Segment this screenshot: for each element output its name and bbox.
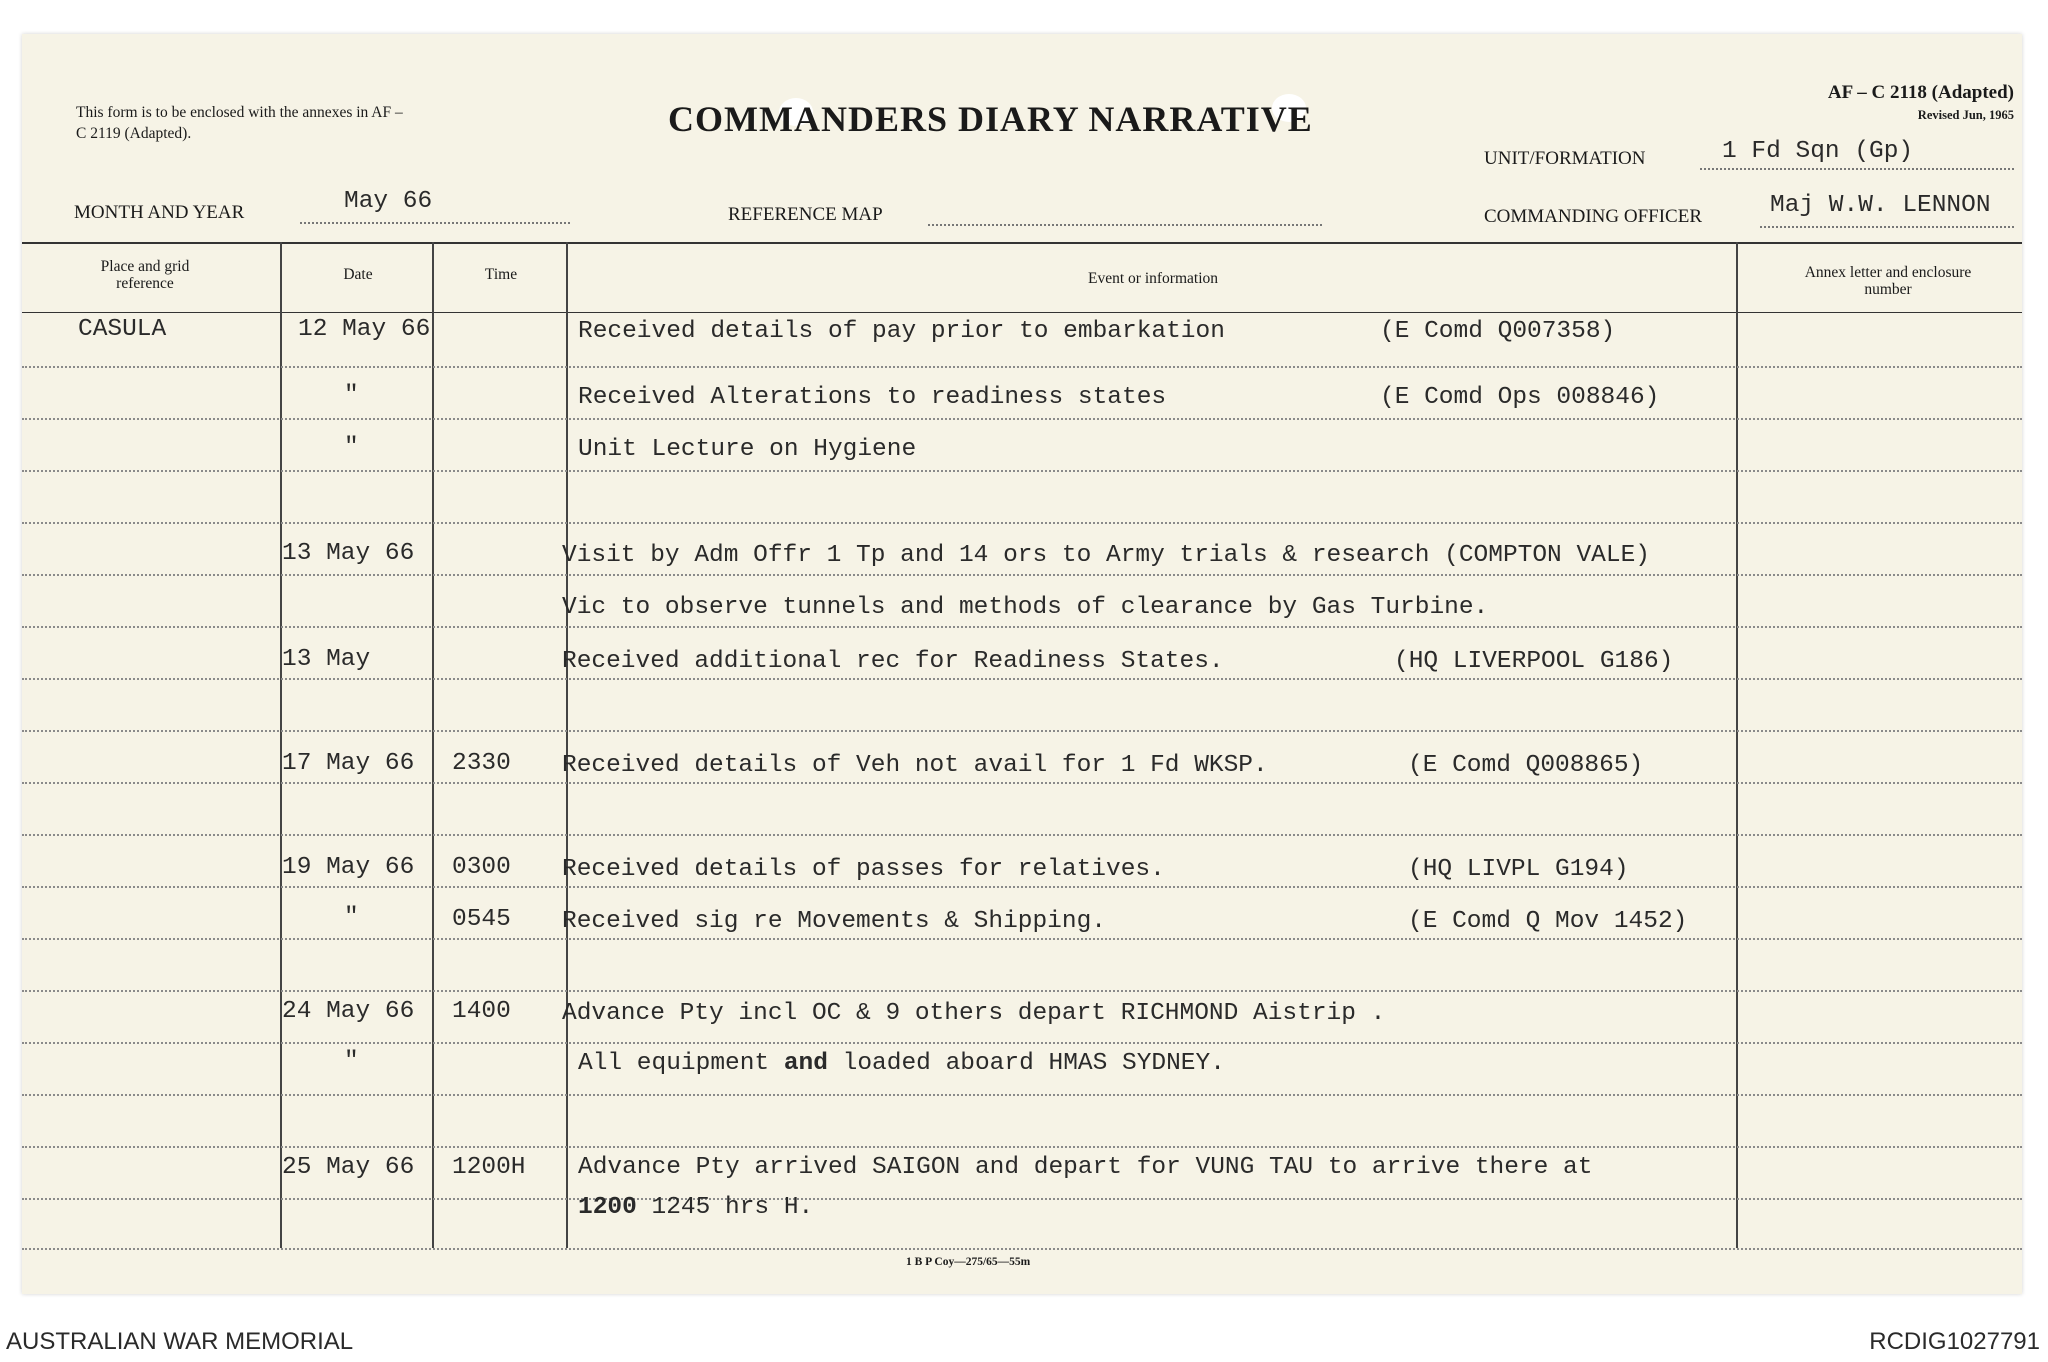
entry-event: Received details of passes for relatives. (562, 856, 1165, 883)
entry-date: 24 May 66 (282, 998, 415, 1025)
entry-time: 1400 (452, 998, 511, 1025)
entry-date: 12 May 66 (298, 316, 431, 343)
commanding-officer-label: COMMANDING OFFICER (1484, 206, 1702, 227)
entry-date: " (344, 904, 359, 931)
entry-time: 2330 (452, 750, 511, 777)
unit-formation-line (1700, 168, 2014, 170)
entry-event: Vic to observe tunnels and methods of clearance by Gas Turbine. (562, 594, 1489, 621)
archive-id: RCDIG1027791 (1869, 1328, 2040, 1355)
struck-out-word: and (783, 1050, 828, 1077)
row-rule (22, 1146, 2022, 1148)
entry-place: CASULA (78, 316, 167, 343)
column-header-annex: Annex letter and enclosure number (1804, 264, 1972, 298)
entry-reference: (E Comd Ops 008846) (1380, 384, 1660, 411)
entry-event: Received details of pay prior to embarkation (578, 318, 1225, 345)
row-rule (22, 522, 2022, 524)
struck-out-word: 1200 (578, 1194, 637, 1221)
entry-event: Advance Pty incl OC & 9 others depart RICHMOND Aistrip . (562, 1000, 1386, 1027)
entry-event: Received sig re Movements & Shipping. (562, 908, 1106, 935)
column-header-place: Place and grid reference (100, 258, 190, 292)
table-header-rule (22, 312, 2022, 313)
column-divider (1736, 242, 1738, 1248)
entry-event: Received details of Veh not avail for 1 Fd WKSP. (562, 752, 1268, 779)
row-rule (22, 938, 2022, 940)
entry-date: " (344, 382, 359, 409)
form-notice: This form is to be enclosed with the annexes in AF – C 2119 (Adapted). (76, 104, 403, 142)
entry-event-text: loaded aboard HMAS SYDNEY. (842, 1050, 1225, 1077)
row-rule (22, 626, 2022, 628)
entry-event: Received Alterations to readiness states (578, 384, 1167, 411)
form-title: COMMANDERS DIARY NARRATIVE (668, 99, 1313, 139)
archive-credit: AUSTRALIAN WAR MEMORIAL (6, 1328, 354, 1355)
row-rule (22, 418, 2022, 420)
entry-event: Received additional rec for Readiness States. (562, 648, 1224, 675)
reference-map-label: REFERENCE MAP (728, 204, 883, 225)
entry-time: 1200H (452, 1154, 526, 1181)
month-year-label: MONTH AND YEAR (74, 202, 245, 223)
row-rule (22, 470, 2022, 472)
row-rule (22, 574, 2022, 576)
row-rule (22, 990, 2022, 992)
column-divider (280, 242, 282, 1248)
table-top-rule (22, 242, 2022, 244)
row-rule (22, 1248, 2022, 1250)
row-rule (22, 782, 2022, 784)
entry-date: " (344, 434, 359, 461)
unit-formation-value: 1 Fd Sqn (Gp) (1722, 138, 1914, 165)
printer-line: 1 B P Coy—275/65—55m (906, 1256, 1031, 1268)
column-header-date: Date (343, 266, 373, 283)
column-header-event: Event or information (1088, 270, 1218, 287)
form-revision: Revised Jun, 1965 (1917, 108, 2014, 122)
entry-event (578, 1194, 813, 1221)
entry-time: 0300 (452, 854, 511, 881)
row-rule (22, 1094, 2022, 1096)
commanding-officer-value: Maj W.W. LENNON (1770, 192, 1991, 219)
month-year-value: May 66 (344, 188, 433, 215)
diary-form-sheet (22, 34, 2022, 1294)
column-divider (566, 242, 568, 1248)
entry-reference: (HQ LIVERPOOL G186) (1394, 648, 1674, 675)
entry-reference: (E Comd Q008865) (1408, 752, 1644, 779)
form-number-text: AF – C 2118 (Adapted) (1827, 82, 2014, 103)
entry-reference: (E Comd Q007358) (1380, 318, 1616, 345)
row-rule (22, 1042, 2022, 1044)
entry-event-text: All equipment (578, 1050, 770, 1077)
unit-formation-label: UNIT/FORMATION (1484, 148, 1646, 169)
entry-event: Advance Pty arrived SAIGON and depart for VUNG TAU to arrive there at (578, 1154, 1593, 1181)
form-number (1828, 82, 2014, 123)
entry-date: 13 May 66 (282, 540, 415, 567)
entry-event (578, 1050, 1225, 1077)
entry-event-text: 1245 hrs H. (651, 1194, 814, 1221)
entry-date: 17 May 66 (282, 750, 415, 777)
row-rule (22, 678, 2022, 680)
entry-date: 13 May (282, 646, 371, 673)
entry-date: 25 May 66 (282, 1154, 415, 1181)
column-header-time: Time (484, 266, 518, 283)
entry-time: 0545 (452, 906, 511, 933)
row-rule (22, 730, 2022, 732)
row-rule (22, 366, 2022, 368)
entry-event: Visit by Adm Offr 1 Tp and 14 ors to Army trials & research (COMPTON VALE) (562, 542, 1650, 569)
entry-date: 19 May 66 (282, 854, 415, 881)
entry-event: Unit Lecture on Hygiene (578, 436, 917, 463)
commanding-officer-line (1760, 226, 2014, 228)
entry-date: " (344, 1048, 359, 1075)
entry-reference: (E Comd Q Mov 1452) (1408, 908, 1688, 935)
row-rule (22, 834, 2022, 836)
month-year-line (300, 222, 570, 224)
reference-map-line (928, 224, 1322, 226)
column-divider (432, 242, 434, 1248)
row-rule (22, 1198, 2022, 1200)
entry-reference: (HQ LIVPL G194) (1408, 856, 1629, 883)
row-rule (22, 886, 2022, 888)
